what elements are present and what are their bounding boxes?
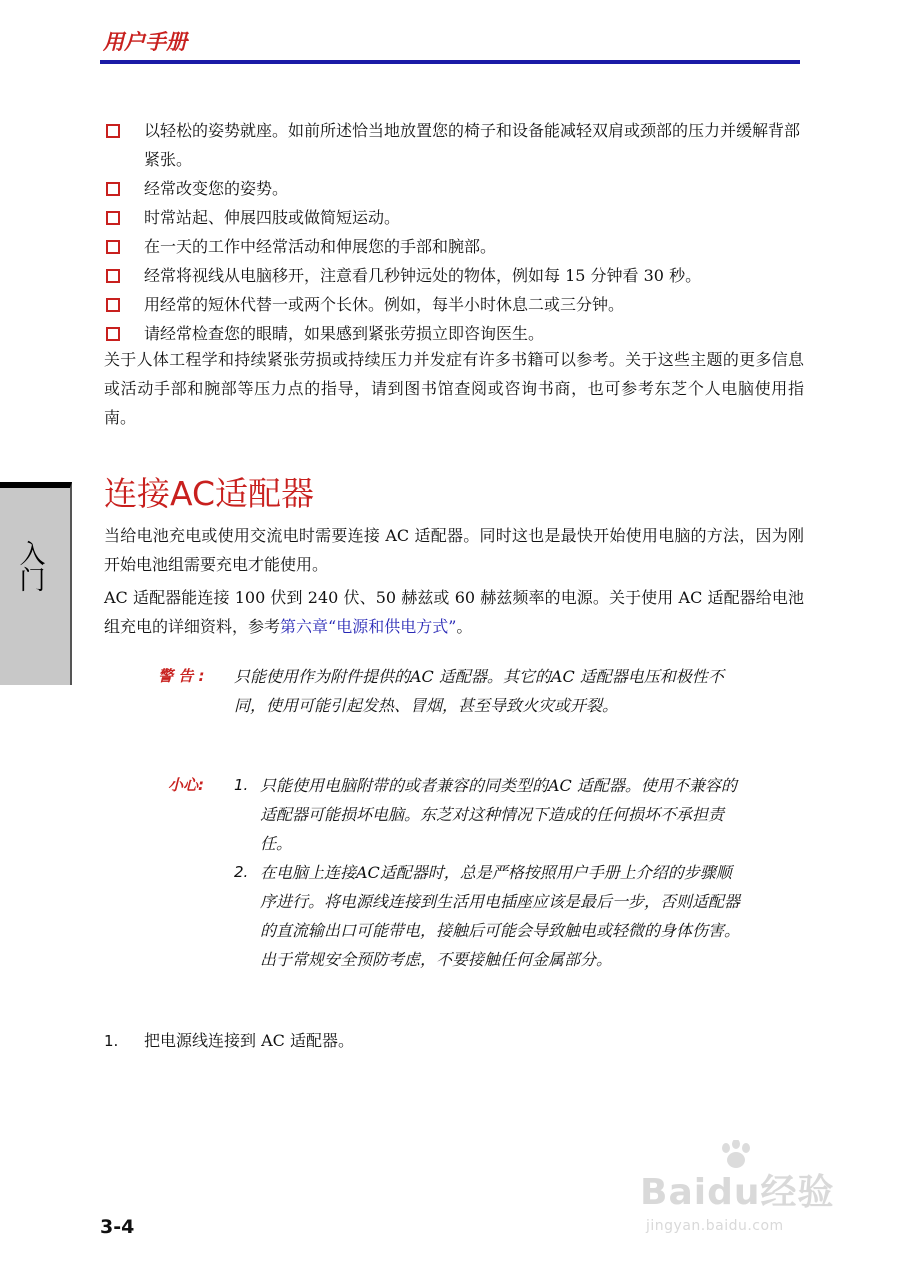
warning-text: 只能使用作为附件提供的AC 适配器。其它的AC 适配器电压和极性不同，使用可能引起发热、冒烟，甚至导致火灾或开裂。 — [234, 667, 724, 715]
side-chapter-tab[interactable] — [0, 482, 72, 685]
list-item-text: 时常站起、伸展四肢或做简短运动。 — [144, 208, 401, 227]
checkbox-square-icon — [106, 182, 120, 196]
intro-paragraph: 关于人体工程学和持续紧张劳损或持续压力并发症有许多书籍可以参考。关于这些主题的更多信息或活动手部和腕部等压力点的指导，请到图书馆查阅或咨询书商，也可参考东芝个人电脑使用指南。 — [104, 350, 804, 427]
bullet-list — [104, 116, 804, 348]
caution-item — [234, 858, 746, 974]
step-item — [104, 1026, 354, 1056]
step-number: 1. — [104, 1032, 119, 1050]
caution-item — [234, 771, 746, 858]
caution-list — [234, 771, 746, 974]
watermark-logo: Baidu经验 — [640, 1172, 835, 1213]
section-paragraph-2 — [104, 583, 804, 641]
step-text: 把电源线连接到 AC 适配器。 — [144, 1031, 354, 1050]
header-rule — [100, 60, 800, 64]
checkbox-square-icon — [106, 240, 120, 254]
list-item — [104, 261, 804, 290]
checkbox-square-icon — [106, 298, 120, 312]
list-item — [104, 203, 804, 232]
list-item — [104, 116, 804, 174]
list-item-text: 请经常检查您的眼睛，如果感到紧张劳损立即咨询医生。 — [144, 324, 545, 343]
side-tab-label: 入门 — [15, 540, 45, 592]
list-item-text: 经常改变您的姿势。 — [144, 179, 289, 198]
caution-item-number: 2. — [234, 863, 249, 881]
section-heading: 连接AC适配器 — [104, 474, 315, 513]
caution-item-text: 只能使用电脑附带的或者兼容的同类型的AC 适配器。使用不兼容的适配器可能损坏电脑。东芝对这种情况下造成的任何损坏不承担责任。 — [260, 776, 737, 853]
checkbox-square-icon — [106, 124, 120, 138]
watermark-url: jingyan.baidu.com — [646, 1218, 784, 1234]
list-item — [104, 174, 804, 203]
paragraph-text: 。 — [456, 617, 473, 636]
warning-label: 警 告 : — [158, 667, 205, 685]
section-paragraph-1: 当给电池充电或使用交流电时需要连接 AC 适配器。同时这也是最快开始使用电脑的方法，因为刚开始电池组需要充电才能使用。 — [104, 526, 804, 574]
checkbox-square-icon — [106, 327, 120, 341]
checkbox-square-icon — [106, 211, 120, 225]
list-item — [104, 290, 804, 319]
caution-item-number: 1. — [234, 776, 249, 794]
checkbox-square-icon — [106, 269, 120, 283]
paw-icon — [718, 1140, 758, 1170]
list-item-text: 用经常的短休代替一或两个长休。例如，每半小时休息二或三分钟。 — [144, 295, 625, 314]
chapter-six-link[interactable]: 第六章“电源和供电方式” — [280, 617, 457, 636]
list-item — [104, 232, 804, 261]
header-title: 用户手册 — [103, 30, 187, 54]
paragraph-text: AC 适配器能连接 100 伏到 240 伏、50 赫兹或 60 赫兹频率的电源。关于使用 AC 适配器给电池组充电的详细资料，参考 — [104, 588, 804, 636]
page-number: 3-4 — [100, 1216, 135, 1238]
caution-label: 小心: — [168, 776, 204, 794]
list-item-text: 经常将视线从电脑移开，注意看几秒钟远处的物体，例如每 15 分钟看 30 秒。 — [144, 266, 702, 285]
list-item — [104, 319, 804, 348]
list-item-text: 以轻松的姿势就座。如前所述恰当地放置您的椅子和设备能减轻双肩或颈部的压力并缓解背部紧张。 — [144, 121, 801, 169]
caution-item-text: 在电脑上连接AC适配器时，总是严格按照用户手册上介绍的步骤顺序进行。将电源线连接到生活用电插座应该是最后一步，否则适配器的直流输出口可能带电，接触后可能会导致触电或轻微的身体伤害。出于常规安全预防考虑，不要接触任何金属部分。 — [260, 863, 741, 969]
list-item-text: 在一天的工作中经常活动和伸展您的手部和腕部。 — [144, 237, 497, 256]
baidu-watermark — [640, 1148, 840, 1243]
